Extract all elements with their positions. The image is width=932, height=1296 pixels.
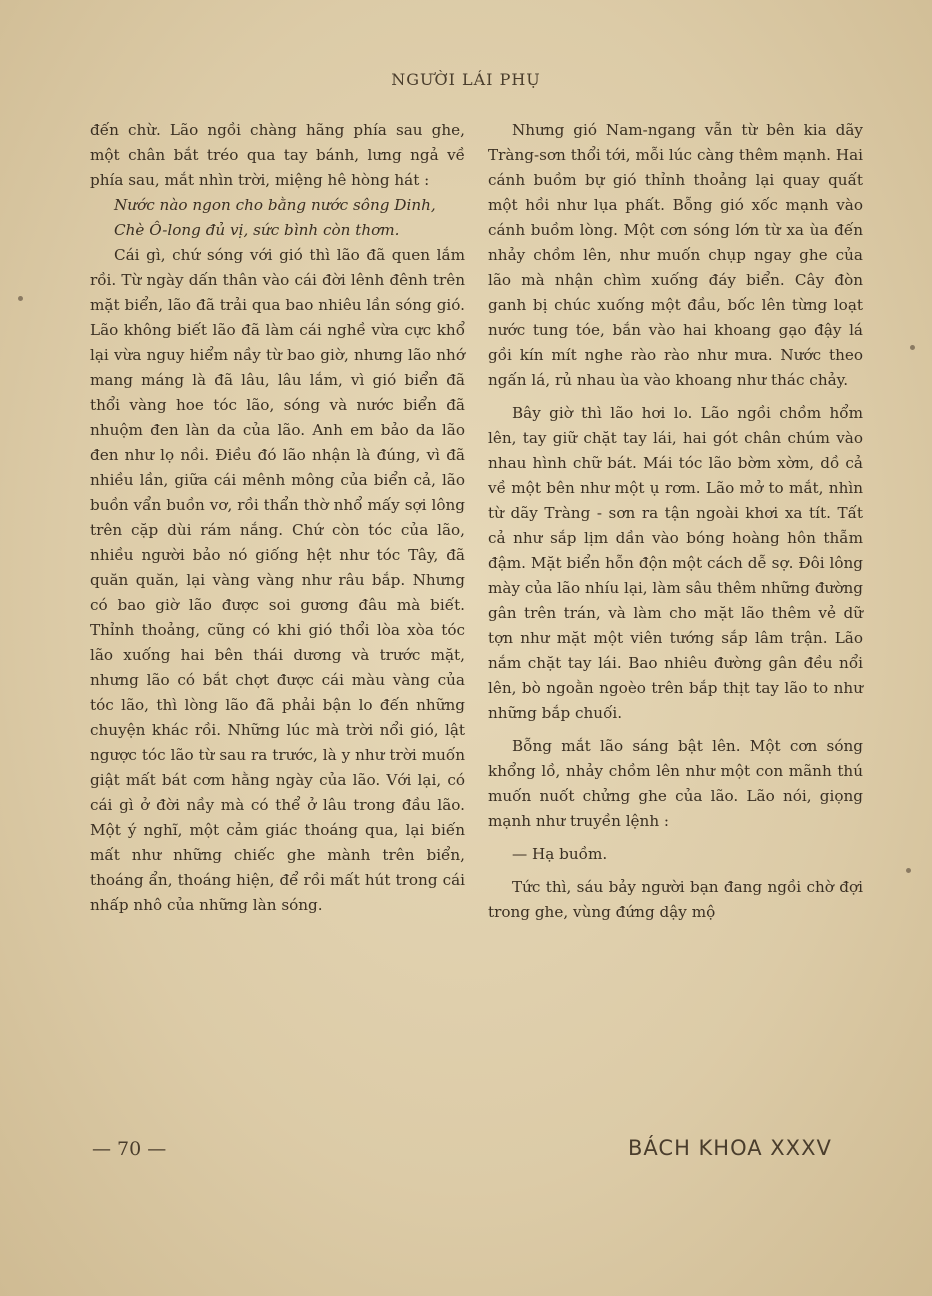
paragraph: Bây giờ thì lão hơi lo. Lão ngồi chồm hổm lên, tay giữ chặt tay lái, hai gót chân chúm vào nhau hình chữ bát. Mái tóc lão bờm xờm, dồ cả về một bên như một ụ rơm. Lão mở to mắt, nhìn từ dãy Tràng - sơn ra tận ngoài khơi xa tít. Tất cả như sắp lịm dần vào bóng hoàng hôn thẫm đậm. Mặt biển hỗn độn một cách dễ sợ. Đôi lông mày của lão nhíu lại, làm sâu thêm những đường gân trên trán, và làm cho mặt lão thêm vẻ dữ tợn như mặt một viên tướng sắp lâm trận. Lão nắm chặt tay lái. Bao nhiêu đường gân đều nổi lên, bò ngoằn ngoèo trên bắp thịt tay lão to như những bắp chuối. [488, 404, 863, 722]
paragraph: đến chừ. Lão ngồi chàng hãng phía sau ghe, một chân bắt tréo qua tay bánh, lưng ngả về phía sau, mắt nhìn trời, miệng hê hòng hát : [90, 121, 465, 189]
right-column [488, 118, 863, 925]
paragraph: Tức thì, sáu bảy người bạn đang ngồi chờ đợi trong ghe, vùng đứng dậy mộ [488, 878, 863, 921]
paragraph: Nhưng gió Nam-ngang vẫn từ bên kia dãy Tràng-sơn thổi tới, mỗi lúc càng thêm mạnh. Hai cánh buồm bự gió thỉnh thoảng lại quay quất một hồi như lụa phất. Bỗng gió xốc mạnh vào cánh buồm lòng. Một cơn sóng lớn từ xa ùa đến nhảy chồm lên, như muốn chụp ngay ghe của lão mà nhận chìm xuống đáy biển. Cây đòn ganh bị chúc xuống một đầu, bốc lên từng loạt nước tung tóe, bắn vào hai khoang gạo đậy lá gồi kín mít nghe rào rào như mưa. Nước theo ngấn lá, rủ nhau ùa vào khoang như thác chảy. [488, 121, 863, 389]
page-number: — 70 — [92, 1138, 167, 1160]
paper-speck [906, 868, 911, 873]
paper-speck [18, 296, 23, 301]
verse-line: Nước nào ngon cho bằng nước sông Dinh, [114, 196, 436, 214]
dialogue-line: — Hạ buồm. [512, 845, 608, 863]
left-column [90, 118, 465, 918]
verse-line: Chè Ô-long đủ vị, sức bình còn thơm. [114, 221, 400, 239]
paragraph: Bỗng mắt lão sáng bật lên. Một cơn sóng khổng lồ, nhảy chồm lên như một con mãnh thú muốn nuốt chửng ghe của lão. Lão nói, giọng mạnh như truyền lệnh : [488, 737, 863, 830]
paragraph: Cái gì, chứ sóng với gió thì lão đã quen lắm rồi. Từ ngày dấn thân vào cái đời lênh đênh trên mặt biển, lão đã trải qua bao nhiêu lần sóng gió. Lão không biết lão đã làm cái nghề vừa cực khổ lại vừa nguy hiểm nầy từ bao giờ, nhưng lão nhớ mang máng là đã lâu, lâu lắm, vì gió biển đã thổi vàng hoe tóc lão, sóng và nước biển đã nhuộm đen làn da của lão. Anh em bảo da lão đen như lọ nồi. Điều đó lão nhận là đúng, vì đã nhiều lần, giữa cái mênh mông của biển cả, lão buồn vẩn buồn vơ, rồi thẩn thờ nhổ mấy sợi lông trên cặp dùi rám nắng. Chứ còn tóc của lão, nhiều người bảo nó giống hệt như tóc Tây, đã quăn quăn, lại vàng vàng như râu bắp. Nhưng có bao giờ lão được soi gương đâu mà biết. Thỉnh thoảng, cũng có khi gió thổi lòa xòa tóc lão xuống hai bên thái dương và trước mặt, nhưng lão có bắt chợt được cái màu vàng của tóc lão, thì lòng lão đã phải bận lo đến những chuyện khác rồi. Những lúc mà trời nổi gió, lật ngược tóc lão từ sau ra trước, là y như trời muốn giật mất bát cơm hằng ngày của lão. Với lại, có cái gì ở đời nầy mà có thể ở lâu trong đầu lão. Một ý nghĩ, một cảm giác thoáng qua, lại biến mất như những chiếc ghe mành trên biển, thoáng ẩn, thoáng hiện, để rồi mất hút trong cái nhấp nhô của những làn sóng. [90, 246, 465, 914]
paper-speck [910, 345, 915, 350]
magazine-title: BÁCH KHOA XXXV [628, 1136, 832, 1160]
running-title: NGƯỜI LÁI PHỤ [391, 70, 541, 89]
